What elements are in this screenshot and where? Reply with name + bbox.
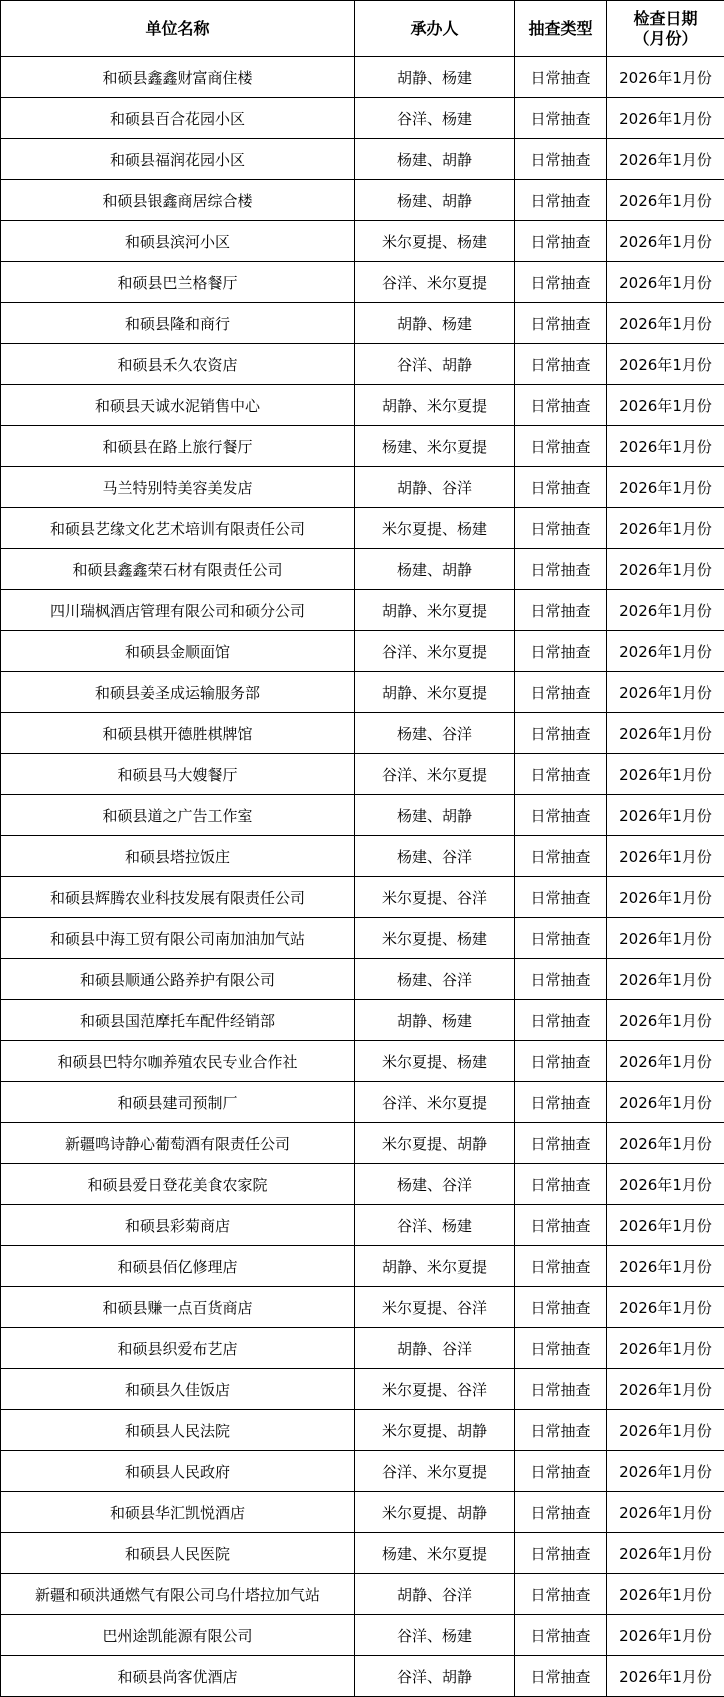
table-body	[1, 57, 724, 1697]
cell-check-date: 2026年1月份	[607, 1533, 724, 1574]
table-header	[1, 1, 724, 57]
table-row	[1, 918, 724, 959]
cell-handler: 杨建、谷洋	[355, 713, 515, 754]
table-row	[1, 754, 724, 795]
cell-unit-name: 和硕县人民医院	[1, 1533, 355, 1574]
cell-check-date: 2026年1月份	[607, 1205, 724, 1246]
cell-check-date: 2026年1月份	[607, 1000, 724, 1041]
cell-check-date: 2026年1月份	[607, 1041, 724, 1082]
table-row	[1, 1656, 724, 1697]
cell-unit-name: 和硕县佰亿修理店	[1, 1246, 355, 1287]
cell-handler: 米尔夏提、谷洋	[355, 1369, 515, 1410]
cell-handler: 谷洋、杨建	[355, 98, 515, 139]
cell-check-date: 2026年1月份	[607, 1369, 724, 1410]
cell-unit-name: 和硕县建司预制厂	[1, 1082, 355, 1123]
cell-unit-name: 和硕县鑫鑫荣石材有限责任公司	[1, 549, 355, 590]
cell-unit-name: 和硕县中海工贸有限公司南加油加气站	[1, 918, 355, 959]
table-row	[1, 836, 724, 877]
cell-unit-name: 巴州途凯能源有限公司	[1, 1615, 355, 1656]
cell-handler: 米尔夏提、胡静	[355, 1410, 515, 1451]
cell-unit-name: 和硕县在路上旅行餐厅	[1, 426, 355, 467]
cell-check-type: 日常抽查	[515, 1615, 607, 1656]
cell-handler: 杨建、胡静	[355, 180, 515, 221]
cell-unit-name: 和硕县隆和商行	[1, 303, 355, 344]
cell-handler: 胡静、米尔夏提	[355, 672, 515, 713]
cell-check-date: 2026年1月份	[607, 1082, 724, 1123]
cell-check-type: 日常抽查	[515, 262, 607, 303]
table-row	[1, 1000, 724, 1041]
cell-unit-name: 和硕县国范摩托车配件经销部	[1, 1000, 355, 1041]
header-row	[1, 1, 724, 57]
cell-handler: 胡静、杨建	[355, 303, 515, 344]
cell-handler: 米尔夏提、杨建	[355, 508, 515, 549]
table-row	[1, 1082, 724, 1123]
cell-check-type: 日常抽查	[515, 1287, 607, 1328]
cell-unit-name: 和硕县百合花园小区	[1, 98, 355, 139]
table-row	[1, 1369, 724, 1410]
cell-handler: 谷洋、米尔夏提	[355, 1451, 515, 1492]
cell-handler: 谷洋、米尔夏提	[355, 1082, 515, 1123]
cell-handler: 胡静、谷洋	[355, 1328, 515, 1369]
cell-check-date: 2026年1月份	[607, 98, 724, 139]
cell-handler: 谷洋、杨建	[355, 1615, 515, 1656]
header-check-date-line1: 检查日期	[633, 8, 698, 28]
cell-check-type: 日常抽查	[515, 1246, 607, 1287]
table-row	[1, 959, 724, 1000]
cell-check-date: 2026年1月份	[607, 836, 724, 877]
cell-handler: 胡静、谷洋	[355, 467, 515, 508]
table-row	[1, 1574, 724, 1615]
cell-unit-name: 和硕县人民政府	[1, 1451, 355, 1492]
table-row	[1, 508, 724, 549]
cell-handler: 胡静、米尔夏提	[355, 1246, 515, 1287]
table-row	[1, 877, 724, 918]
cell-check-date: 2026年1月份	[607, 918, 724, 959]
cell-check-type: 日常抽查	[515, 1205, 607, 1246]
cell-handler: 杨建、胡静	[355, 795, 515, 836]
cell-check-type: 日常抽查	[515, 221, 607, 262]
cell-unit-name: 和硕县马大嫂餐厅	[1, 754, 355, 795]
cell-handler: 谷洋、胡静	[355, 1656, 515, 1697]
cell-handler: 胡静、杨建	[355, 1000, 515, 1041]
cell-check-date: 2026年1月份	[607, 959, 724, 1000]
cell-handler: 胡静、谷洋	[355, 1574, 515, 1615]
cell-check-date: 2026年1月份	[607, 1615, 724, 1656]
cell-check-type: 日常抽查	[515, 590, 607, 631]
table-row	[1, 57, 724, 98]
cell-check-date: 2026年1月份	[607, 221, 724, 262]
cell-check-date: 2026年1月份	[607, 57, 724, 98]
cell-unit-name: 和硕县辉腾农业科技发展有限责任公司	[1, 877, 355, 918]
table-row	[1, 1492, 724, 1533]
cell-handler: 米尔夏提、谷洋	[355, 877, 515, 918]
header-unit-name: 单位名称	[1, 1, 355, 57]
cell-check-type: 日常抽查	[515, 713, 607, 754]
table-row	[1, 467, 724, 508]
cell-unit-name: 和硕县艺缘文化艺术培训有限责任公司	[1, 508, 355, 549]
cell-check-date: 2026年1月份	[607, 877, 724, 918]
cell-unit-name: 和硕县久佳饭店	[1, 1369, 355, 1410]
cell-handler: 谷洋、米尔夏提	[355, 631, 515, 672]
cell-handler: 米尔夏提、杨建	[355, 918, 515, 959]
cell-handler: 杨建、谷洋	[355, 959, 515, 1000]
cell-unit-name: 新疆鸣诗静心葡萄酒有限责任公司	[1, 1123, 355, 1164]
cell-check-type: 日常抽查	[515, 1082, 607, 1123]
cell-handler: 米尔夏提、杨建	[355, 1041, 515, 1082]
table-row	[1, 549, 724, 590]
cell-unit-name: 和硕县塔拉饭庄	[1, 836, 355, 877]
cell-unit-name: 和硕县织爱布艺店	[1, 1328, 355, 1369]
cell-check-type: 日常抽查	[515, 385, 607, 426]
table-row	[1, 221, 724, 262]
cell-handler: 米尔夏提、杨建	[355, 221, 515, 262]
cell-check-type: 日常抽查	[515, 549, 607, 590]
cell-unit-name: 和硕县道之广告工作室	[1, 795, 355, 836]
cell-check-date: 2026年1月份	[607, 1410, 724, 1451]
table-row	[1, 262, 724, 303]
cell-check-date: 2026年1月份	[607, 180, 724, 221]
cell-handler: 杨建、胡静	[355, 139, 515, 180]
header-check-type: 抽查类型	[515, 1, 607, 57]
cell-check-type: 日常抽查	[515, 1328, 607, 1369]
cell-check-type: 日常抽查	[515, 344, 607, 385]
cell-handler: 米尔夏提、谷洋	[355, 1287, 515, 1328]
cell-check-type: 日常抽查	[515, 631, 607, 672]
table-row	[1, 98, 724, 139]
table-row	[1, 1041, 724, 1082]
table-row	[1, 713, 724, 754]
cell-check-type: 日常抽查	[515, 1410, 607, 1451]
table-row	[1, 672, 724, 713]
table-row	[1, 1123, 724, 1164]
table-row	[1, 1615, 724, 1656]
cell-unit-name: 和硕县巴特尔咖养殖农民专业合作社	[1, 1041, 355, 1082]
table-row	[1, 385, 724, 426]
cell-check-date: 2026年1月份	[607, 1451, 724, 1492]
cell-check-type: 日常抽查	[515, 180, 607, 221]
cell-check-date: 2026年1月份	[607, 549, 724, 590]
cell-check-date: 2026年1月份	[607, 426, 724, 467]
cell-check-date: 2026年1月份	[607, 631, 724, 672]
cell-handler: 杨建、谷洋	[355, 1164, 515, 1205]
table-row	[1, 1410, 724, 1451]
table-row	[1, 1533, 724, 1574]
cell-unit-name: 和硕县棋开德胜棋牌馆	[1, 713, 355, 754]
header-handler: 承办人	[355, 1, 515, 57]
header-check-date	[607, 1, 724, 57]
table-row	[1, 1205, 724, 1246]
cell-unit-name: 和硕县尚客优酒店	[1, 1656, 355, 1697]
cell-check-type: 日常抽查	[515, 795, 607, 836]
cell-check-date: 2026年1月份	[607, 1328, 724, 1369]
cell-unit-name: 新疆和硕洪通燃气有限公司乌什塔拉加气站	[1, 1574, 355, 1615]
cell-handler: 谷洋、米尔夏提	[355, 754, 515, 795]
cell-unit-name: 和硕县禾久农资店	[1, 344, 355, 385]
cell-unit-name: 和硕县华汇凯悦酒店	[1, 1492, 355, 1533]
cell-check-date: 2026年1月份	[607, 590, 724, 631]
cell-unit-name: 四川瑞枫酒店管理有限公司和硕分公司	[1, 590, 355, 631]
cell-handler: 杨建、谷洋	[355, 836, 515, 877]
cell-unit-name: 和硕县赚一点百货商店	[1, 1287, 355, 1328]
table-row	[1, 590, 724, 631]
cell-check-type: 日常抽查	[515, 918, 607, 959]
cell-check-type: 日常抽查	[515, 754, 607, 795]
cell-check-type: 日常抽查	[515, 1164, 607, 1205]
header-check-date-line2: （月份）	[633, 28, 698, 48]
cell-handler: 杨建、米尔夏提	[355, 1533, 515, 1574]
cell-check-type: 日常抽查	[515, 508, 607, 549]
cell-check-date: 2026年1月份	[607, 713, 724, 754]
cell-check-date: 2026年1月份	[607, 795, 724, 836]
table-row	[1, 795, 724, 836]
cell-unit-name: 和硕县巴兰格餐厅	[1, 262, 355, 303]
cell-check-type: 日常抽查	[515, 426, 607, 467]
cell-check-date: 2026年1月份	[607, 1492, 724, 1533]
table-row	[1, 1328, 724, 1369]
cell-handler: 米尔夏提、胡静	[355, 1492, 515, 1533]
cell-check-type: 日常抽查	[515, 1656, 607, 1697]
cell-check-date: 2026年1月份	[607, 508, 724, 549]
cell-check-type: 日常抽查	[515, 877, 607, 918]
cell-check-date: 2026年1月份	[607, 754, 724, 795]
cell-check-type: 日常抽查	[515, 1041, 607, 1082]
table-row	[1, 1246, 724, 1287]
cell-check-type: 日常抽查	[515, 836, 607, 877]
table-row	[1, 631, 724, 672]
cell-handler: 谷洋、米尔夏提	[355, 262, 515, 303]
cell-handler: 谷洋、杨建	[355, 1205, 515, 1246]
cell-handler: 谷洋、胡静	[355, 344, 515, 385]
table-row	[1, 180, 724, 221]
table-row	[1, 344, 724, 385]
cell-unit-name: 和硕县人民法院	[1, 1410, 355, 1451]
table-row	[1, 1164, 724, 1205]
cell-handler: 米尔夏提、胡静	[355, 1123, 515, 1164]
cell-check-type: 日常抽查	[515, 1574, 607, 1615]
cell-handler: 胡静、米尔夏提	[355, 590, 515, 631]
cell-check-date: 2026年1月份	[607, 262, 724, 303]
cell-handler: 胡静、米尔夏提	[355, 385, 515, 426]
cell-handler: 胡静、杨建	[355, 57, 515, 98]
cell-unit-name: 和硕县滨河小区	[1, 221, 355, 262]
cell-check-date: 2026年1月份	[607, 139, 724, 180]
cell-unit-name: 和硕县彩菊商店	[1, 1205, 355, 1246]
cell-unit-name: 和硕县顺通公路养护有限公司	[1, 959, 355, 1000]
cell-check-type: 日常抽查	[515, 1492, 607, 1533]
cell-check-type: 日常抽查	[515, 139, 607, 180]
cell-check-type: 日常抽查	[515, 672, 607, 713]
cell-check-type: 日常抽查	[515, 303, 607, 344]
cell-unit-name: 和硕县爱日登花美食农家院	[1, 1164, 355, 1205]
cell-check-date: 2026年1月份	[607, 1164, 724, 1205]
cell-check-type: 日常抽查	[515, 467, 607, 508]
cell-check-date: 2026年1月份	[607, 467, 724, 508]
cell-check-type: 日常抽查	[515, 98, 607, 139]
cell-check-type: 日常抽查	[515, 1451, 607, 1492]
table-row	[1, 139, 724, 180]
cell-unit-name: 和硕县鑫鑫财富商住楼	[1, 57, 355, 98]
cell-check-date: 2026年1月份	[607, 385, 724, 426]
cell-handler: 杨建、米尔夏提	[355, 426, 515, 467]
cell-check-type: 日常抽查	[515, 959, 607, 1000]
table-row	[1, 426, 724, 467]
cell-unit-name: 和硕县姜圣成运输服务部	[1, 672, 355, 713]
cell-check-date: 2026年1月份	[607, 1123, 724, 1164]
table-row	[1, 1287, 724, 1328]
cell-check-date: 2026年1月份	[607, 1656, 724, 1697]
cell-unit-name: 和硕县福润花园小区	[1, 139, 355, 180]
cell-handler: 杨建、胡静	[355, 549, 515, 590]
cell-unit-name: 和硕县银鑫商居综合楼	[1, 180, 355, 221]
cell-check-date: 2026年1月份	[607, 1287, 724, 1328]
cell-check-date: 2026年1月份	[607, 672, 724, 713]
cell-check-date: 2026年1月份	[607, 1246, 724, 1287]
table-row	[1, 303, 724, 344]
cell-check-type: 日常抽查	[515, 1000, 607, 1041]
table-row	[1, 1451, 724, 1492]
cell-check-type: 日常抽查	[515, 1123, 607, 1164]
cell-check-type: 日常抽查	[515, 1369, 607, 1410]
cell-check-date: 2026年1月份	[607, 303, 724, 344]
cell-unit-name: 和硕县金顺面馆	[1, 631, 355, 672]
cell-check-date: 2026年1月份	[607, 1574, 724, 1615]
cell-unit-name: 和硕县天诚水泥销售中心	[1, 385, 355, 426]
cell-check-type: 日常抽查	[515, 57, 607, 98]
cell-check-type: 日常抽查	[515, 1533, 607, 1574]
cell-unit-name: 马兰特别特美容美发店	[1, 467, 355, 508]
cell-check-date: 2026年1月份	[607, 344, 724, 385]
